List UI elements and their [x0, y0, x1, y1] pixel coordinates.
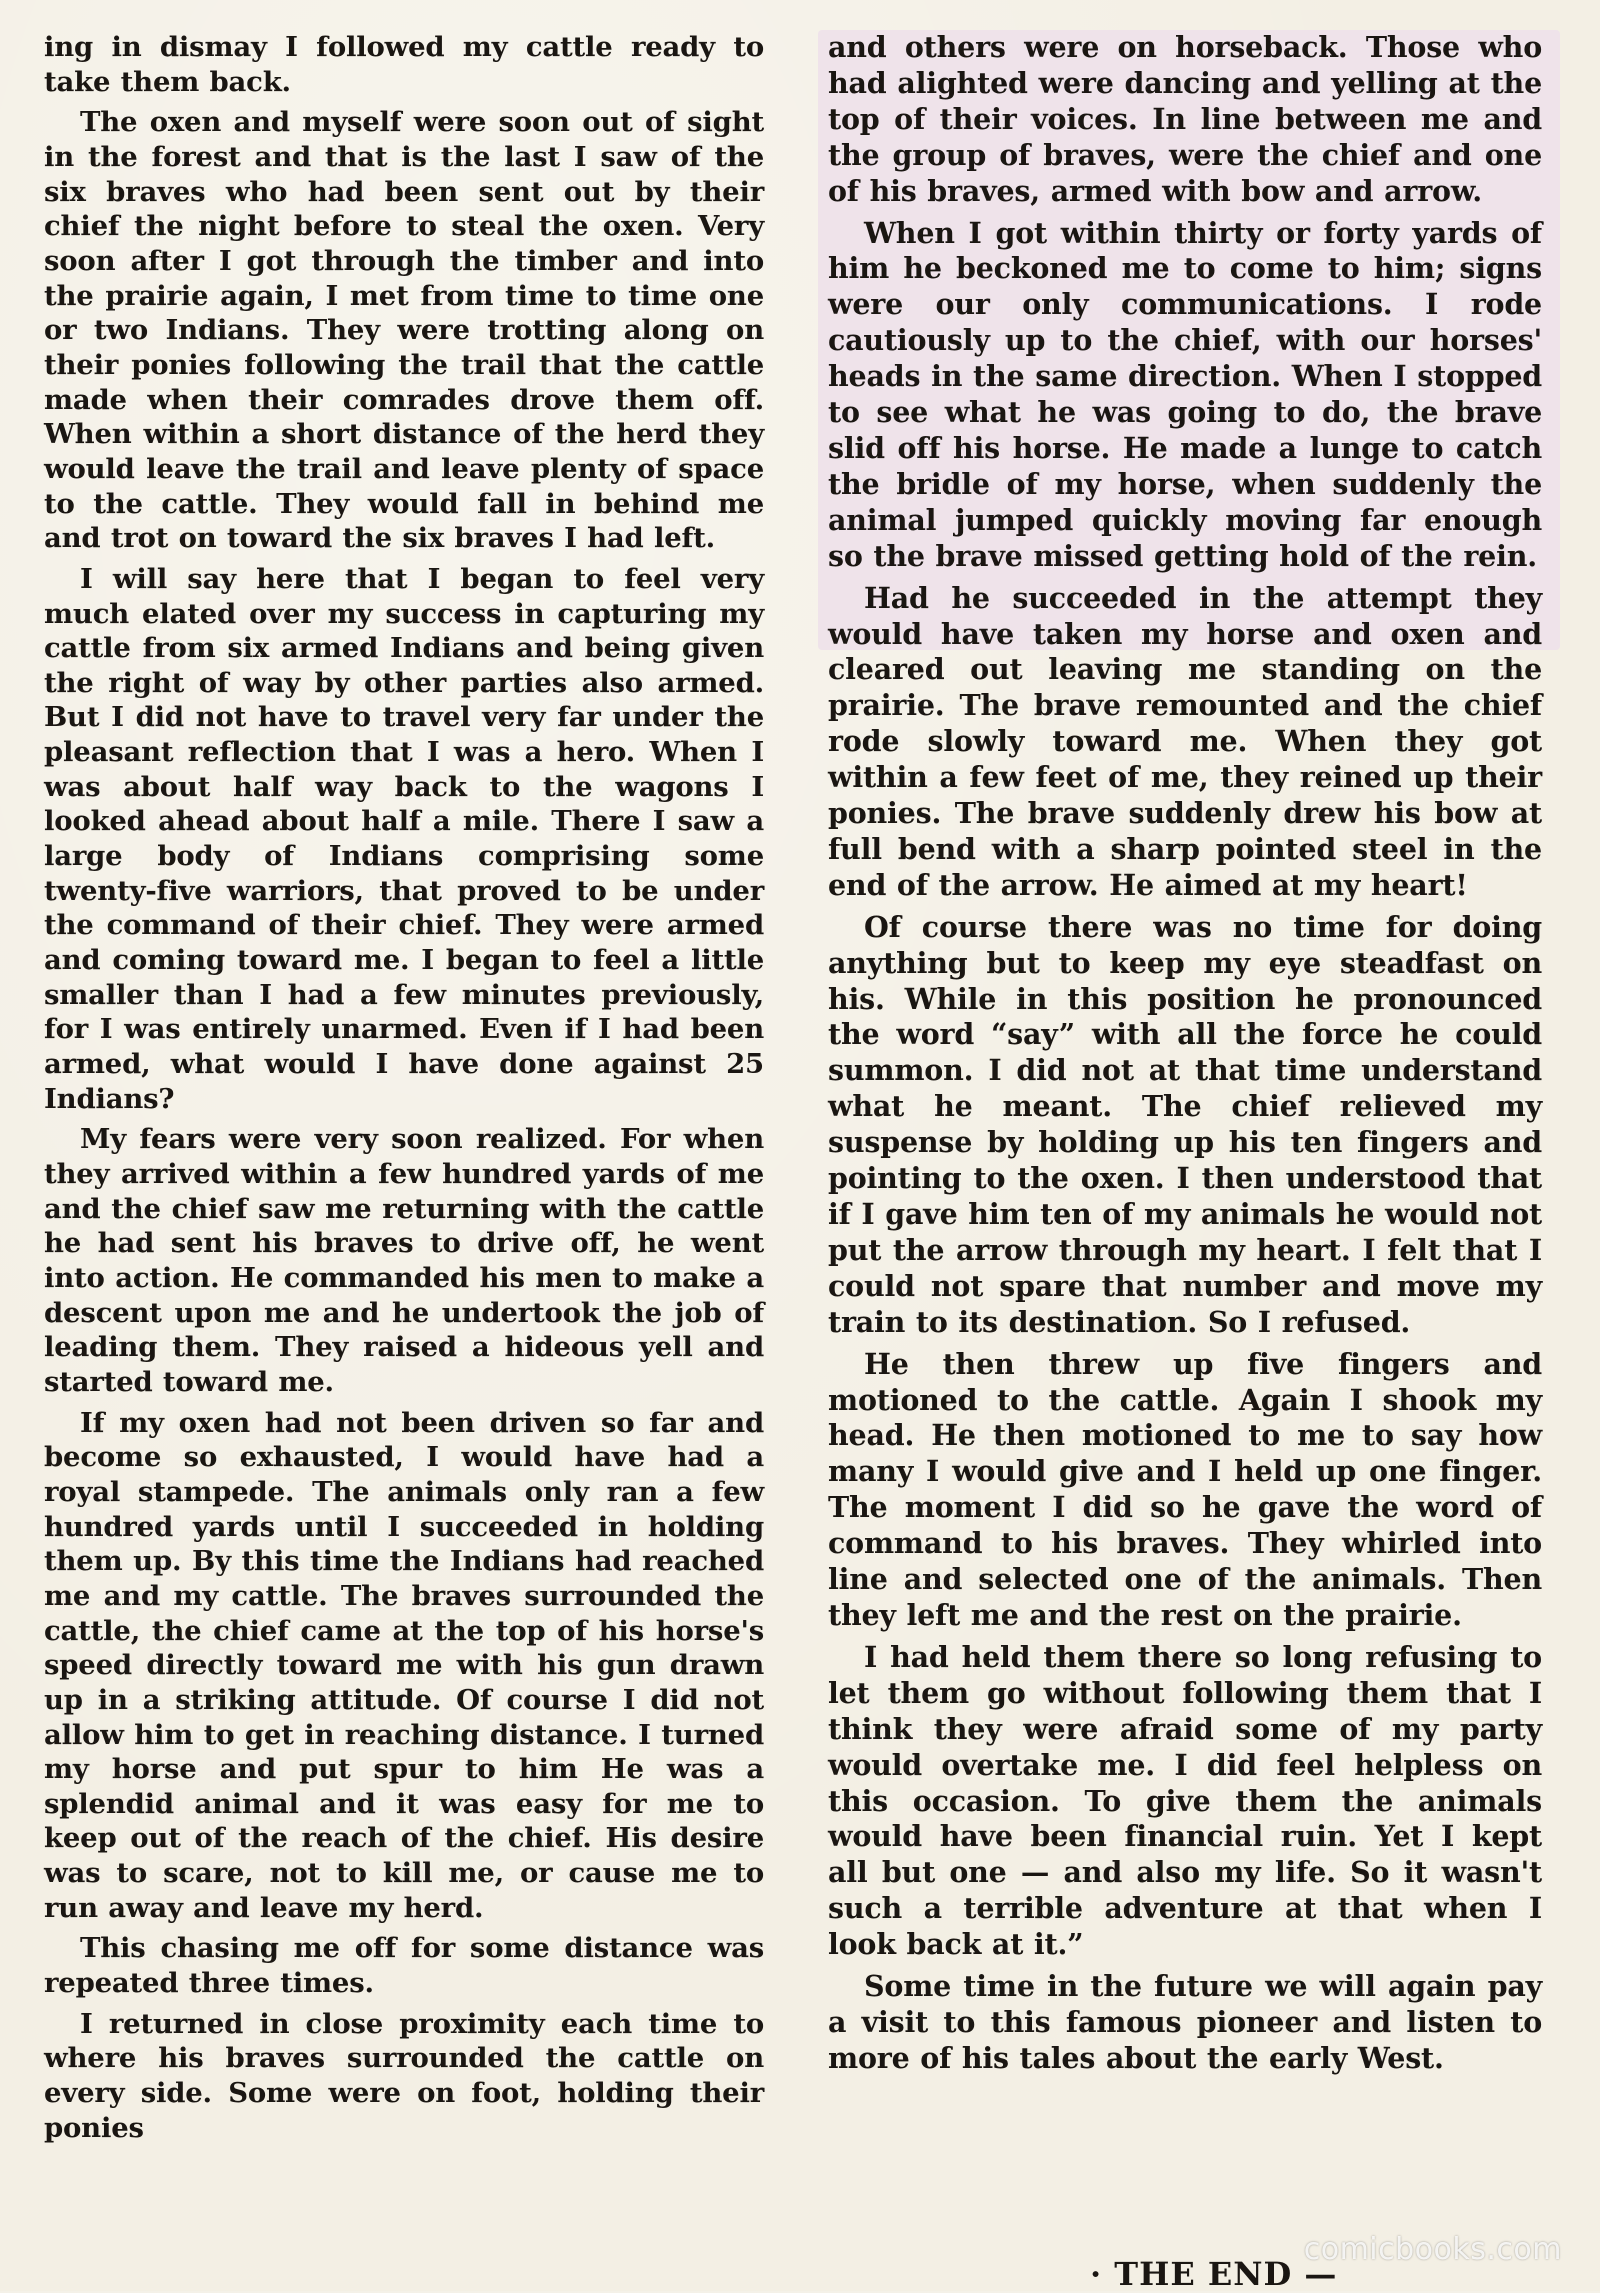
paragraph: When I got within thirty or forty yards of him he beckoned me to come to him; signs were our only communications. I rode cautiously up to the chief, with our horses' heads in the same direction. When I stopped to see what he was going to do, the brave slid off his horse. He made a lunge to catch the bridle of my horse, when suddenly the animal jumped quickly moving far enough so the brave missed getting hold of the rein. — [828, 215, 1542, 573]
paragraph: My fears were very soon realized. For when they arrived within a few hundred yards of me and the chief saw me returning with the cattle he had sent his braves to drive off, he went into action. He commanded his men to make a descent upon me and he undertook the job of leading them. They raised a hideous yell and started toward me. — [44, 1123, 764, 1398]
paragraph: ing in dismay I followed my cattle ready to take them back. — [44, 31, 764, 98]
left-text-column — [44, 30, 764, 2151]
paragraph: If my oxen had not been driven so far and become so exhausted, I would have had a royal stampede. The animals only ran a few hundred yards until I succeeded in holding them up. By this time the Indians had reached me and my cattle. The braves surrounded the cattle, the chief came at the top of his horse's speed directly toward me with his gun drawn up in a striking attitude. Of course I did not allow him to get in reaching distance. I turned my horse and put spur to him He was a splendid animal and it was easy for me to keep out of the reach of the chief. His desire was to scare, not to kill me, or cause me to run away and leave my herd. — [44, 1406, 764, 1924]
paragraph: He then threw up five fingers and motioned to the cattle. Again I shook my head. He then motioned to me to say how many I would give and I held up one finger. The moment I did so he gave the word of command to his braves. They whirled into line and selected one of the animals. Then they left me and the rest on the prairie. — [828, 1346, 1542, 1632]
paragraph: and others were on horseback. Those who had alighted were dancing and yelling at the top of their voices. In line between me and the group of braves, were the chief and one of his braves, armed with bow and arrow. — [828, 30, 1542, 208]
paragraph: Of course there was no time for doing anything but to keep my eye steadfast on his. While in this position he pronounced the word “say” with all the force he could summon. I did not at that time understand what he meant. The chief relieved my suspense by holding up his ten fingers and pointing to the oxen. I then understood that if I gave him ten of my animals he would not put the arrow through my heart. I felt that I could not spare that number and move my train to its destination. So I refused. — [828, 909, 1542, 1339]
paragraph: I had held them there so long refusing to let them go without following them that I think they were afraid some of my party would overtake me. I did feel helpless on this occasion. To give them the animals would have been financial ruin. Yet I kept all but one — and also my life. So it wasn't such a terrible adventure at that when I look back at it.” — [828, 1639, 1542, 1962]
the-end-label: · THE END — — [1090, 2255, 1338, 2293]
right-text-column — [828, 30, 1542, 2083]
watermark-text: comicbooks.com — [1303, 2232, 1562, 2267]
paragraph: Some time in the future we will again pay a visit to this famous pioneer and listen to more of his tales about the early West. — [828, 1969, 1542, 2075]
paragraph: I will say here that I began to feel very much elated over my success in capturing my cattle from six armed Indians and being given the right of way by other parties also armed. But I did not have to travel very far under the pleasant reflection that I was a hero. When I was about half way back to the wagons I looked ahead about half a mile. There I saw a large body of Indians comprising some twenty-five warriors, that proved to be under the command of their chief. They were armed and coming toward me. I began to feel a little smaller than I had a few minutes previously, for I was entirely unarmed. Even if I had been armed, what would I have done against 25 Indians? — [44, 562, 764, 1115]
paragraph: The oxen and myself were soon out of sight in the forest and that is the last I saw of the six braves who had been sent out by their chief the night before to steal the oxen. Very soon after I got through the timber and into the prairie again, I met from time to time one or two Indians. They were trotting along on their ponies following the trail that the cattle made when their comrades drove them off. When within a short distance of the herd they would leave the trail and leave plenty of space to the cattle. They would fall in behind me and trot on toward the six braves I had left. — [44, 106, 764, 555]
paragraph: Had he succeeded in the attempt they would have taken my horse and oxen and cleared out leaving me standing on the prairie. The brave remounted and the chief rode slowly toward me. When they got within a few feet of me, they reined up their ponies. The brave suddenly drew his bow at full bend with a sharp pointed steel in the end of the arrow. He aimed at my heart! — [828, 580, 1542, 902]
paragraph: I returned in close proximity each time to where his braves surrounded the cattle on every side. Some were on foot, holding their ponies — [44, 2007, 764, 2144]
paragraph: This chasing me off for some distance was repeated three times. — [44, 1932, 764, 2000]
